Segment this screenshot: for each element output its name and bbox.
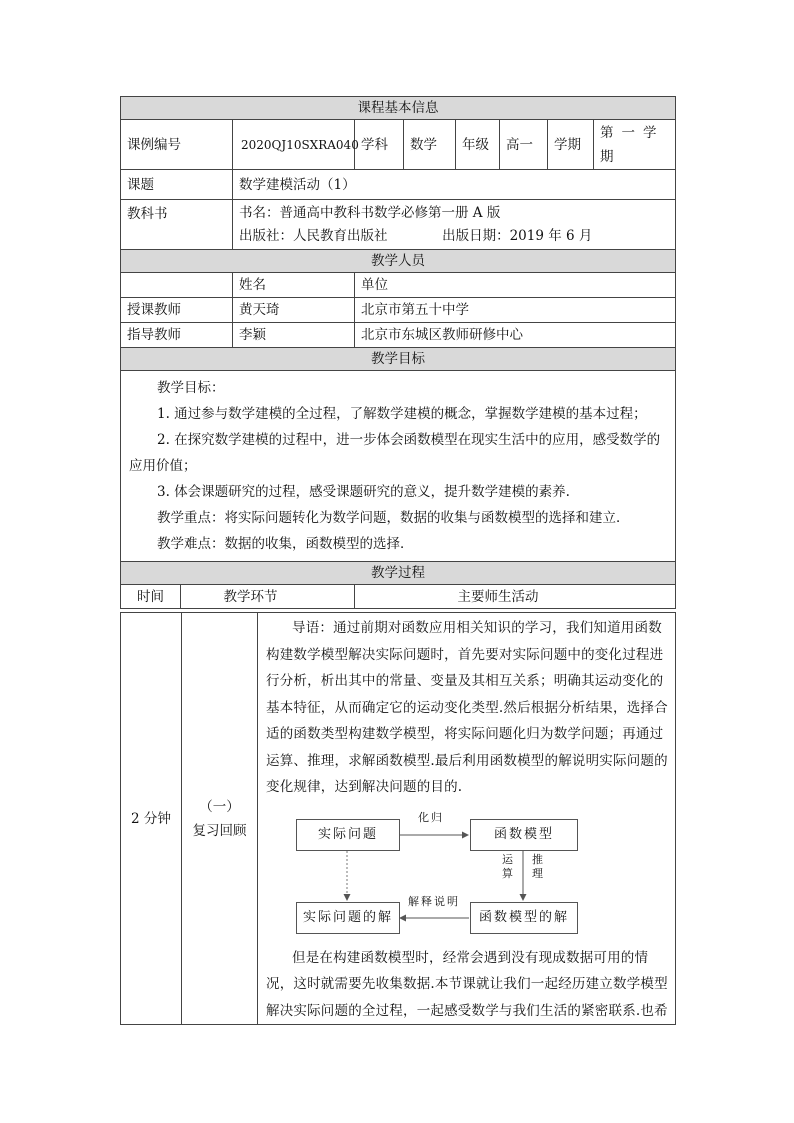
textbook-pub-date: 出版日期：2019 年 6 月 [442, 227, 593, 244]
grade-label: 年级 [456, 120, 500, 170]
box-real-solution: 实际问题的解 [296, 902, 400, 934]
label-reduce: 化归 [418, 810, 444, 824]
section-process: 教学过程 [121, 562, 676, 585]
section-goals: 教学目标 [121, 348, 676, 371]
process-header-stage: 教学环节 [181, 585, 355, 609]
goals-body [121, 371, 676, 562]
label-explain: 解释说明 [408, 894, 460, 908]
goal-item: 3. 体会课题研究的过程，感受课题研究的意义，提升数学建模的素养. [157, 484, 570, 500]
course-code-value: 2020QJ10SXRA040 [233, 120, 355, 170]
process-activity [258, 613, 676, 1025]
process-table [120, 612, 676, 1025]
textbook-info [233, 200, 676, 250]
process-stage-name: 复习回顾 [192, 822, 247, 839]
textbook-label: 教科书 [121, 200, 233, 250]
subject-label: 学科 [355, 120, 404, 170]
process-stage-number: （一） [199, 798, 240, 815]
staff-role: 指导教师 [121, 323, 233, 348]
staff-header-unit: 单位 [355, 273, 676, 298]
lesson-info-table [120, 96, 676, 609]
textbook-publisher: 出版社：人民教育出版社 [239, 227, 388, 244]
process-stage [182, 613, 258, 1025]
activity-intro: 导语：通过前期对函数应用相关知识的学习，我们知道用函数构建数学模型解决实际问题时，首先要对实际问题中的变化过程进行分析，析出其中的常量、变量及其相互关系；明确其运动变化的基本特征，从而确定它的运动变化类型.然后根据分析结果，选择合适的函数类型构建数学模型，将实际问题化归为数学问题；再通过运算、推理，求解函数模型.最后利用函数模型的解说明实际问题的变化规律，达到解决问题的目的. [266, 620, 668, 795]
goals-heading: 教学目标： [157, 380, 225, 396]
topic-label: 课题 [121, 170, 233, 200]
staff-unit: 北京市东城区教师研修中心 [355, 323, 676, 348]
flow-arrows [266, 809, 666, 939]
label-compute: 运算 [502, 852, 515, 880]
section-basic-info: 课程基本信息 [121, 97, 676, 120]
staff-name: 黄天琦 [233, 298, 355, 323]
process-header-time: 时间 [121, 585, 181, 609]
label-reason: 推理 [532, 852, 545, 880]
textbook-publish-line [239, 225, 669, 248]
goals-focus: 教学重点：将实际问题转化为数学问题，数据的收集与函数模型的选择和建立． [157, 510, 630, 526]
goal-item: 1. 通过参与数学建模的全过程，了解数学建模的概念，掌握数学建模的基本过程； [157, 406, 647, 422]
box-model-solution: 函数模型的解 [470, 902, 578, 934]
process-time: 2 分钟 [121, 613, 182, 1025]
subject-value: 数学 [404, 120, 456, 170]
box-real-problem: 实际问题 [296, 819, 400, 851]
course-code-label: 课例编号 [121, 120, 233, 170]
staff-name: 李颖 [233, 323, 355, 348]
goals-difficulty: 教学难点：数据的收集，函数模型的选择． [157, 536, 414, 552]
staff-header-name: 姓名 [233, 273, 355, 298]
section-staff: 教学人员 [121, 250, 676, 273]
modeling-flow-diagram [266, 809, 669, 939]
staff-role: 授课教师 [121, 298, 233, 323]
textbook-name: 书名：普通高中教科书数学必修第一册 A 版 [239, 204, 501, 221]
activity-followup: 但是在构建函数模型时，经常会遇到没有现成数据可用的情况，这时就需要先收集数据.本节课就让我们一起经历建立数学模型解决实际问题的全过程，一起感受数学与我们生活的紧密联系.也希 [266, 949, 668, 1019]
staff-header-blank [121, 273, 233, 298]
goal-item: 2. 在探究数学建模的过程中，进一步体会函数模型在现实生活中的应用，感受数学的应用价值； [129, 432, 661, 474]
term-value: 第一学期 [594, 120, 676, 170]
staff-unit: 北京市第五十中学 [355, 298, 676, 323]
topic-value: 数学建模活动（1） [233, 170, 676, 200]
grade-value: 高一 [500, 120, 548, 170]
term-label: 学期 [548, 120, 594, 170]
box-function-model: 函数模型 [470, 819, 578, 851]
process-header-activity: 主要师生活动 [355, 585, 676, 609]
